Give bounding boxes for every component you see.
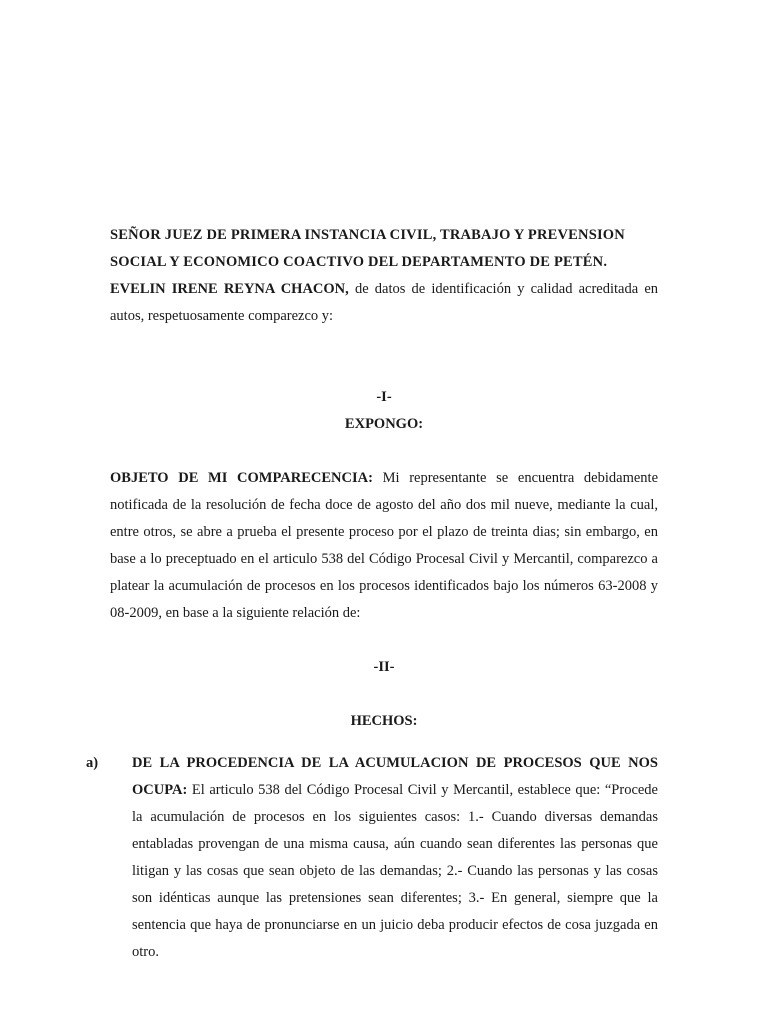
spacer — [110, 627, 658, 654]
spacer — [110, 330, 658, 384]
intro-text: de datos de identificación y calidad acreditada en autos, respetuosamente comparezco y: — [110, 281, 659, 324]
list-marker: a) — [86, 754, 99, 771]
hechos-item-a-text: El articulo 538 del Código Procesal Civil y Mercantil, establece que: “Procede la acumulación de procesos en los siguientes casos: 1.- Cuando diversas demandas entabladas provengan de una misma causa, aún cuando sean diferentes las personas que litigan y las cosas que sean objeto de las demandas; 2.- Cuando las personas y las cosas son idénticas aunque las pretensiones sean diferentes; 3.- En general, siempre que la sentencia que haya de pronunciarse en un juicio deba producir efectos de cosa juzgada en otro. — [132, 781, 658, 960]
section-2-number: -II- — [373, 659, 395, 675]
section-1-number: -I- — [376, 389, 392, 405]
hechos-item-a — [86, 750, 658, 966]
document-body — [86, 222, 659, 980]
objeto-label: OBJETO DE MI COMPARECENCIA: — [110, 470, 373, 486]
hechos-item-a-body — [132, 750, 658, 966]
hechos-item-a-label: DE LA PROCEDENCIA DE LA ACUMULACION DE PROCESOS QUE NOS OCUPA: — [132, 754, 658, 798]
addressee-line-2: SOCIAL Y ECONOMICO COACTIVO DEL DEPARTAMENTO DE PETÉN. — [110, 254, 608, 270]
section-1-heading: EXPONGO: — [344, 416, 424, 432]
intro-paragraph — [110, 276, 658, 330]
spacer — [110, 681, 658, 708]
objeto-paragraph — [110, 465, 658, 627]
section-2-heading: HECHOS: — [350, 713, 418, 729]
addressee-line-1: SEÑOR JUEZ DE PRIMERA INSTANCIA CIVIL, TRABAJO Y PREVENSION — [110, 227, 625, 243]
objeto-text: Mi representante se encuentra debidamente notificada de la resolución de fecha doce de agosto del año dos mil nueve, mediante la cual, entre otros, se abre a prueba el presente proceso por el plazo de treinta dias; sin embargo, en base a lo preceptuado en el articulo 538 del Código Procesal Civil y Mercantil, comparezco a platear la acumulación de procesos en los procesos identificados bajo los números 63-2008 y 08-2009, en base a la siguiente relación de: — [110, 470, 659, 621]
spacer — [110, 438, 658, 465]
petitioner-name: EVELIN IRENE REYNA CHACON, — [110, 281, 349, 297]
